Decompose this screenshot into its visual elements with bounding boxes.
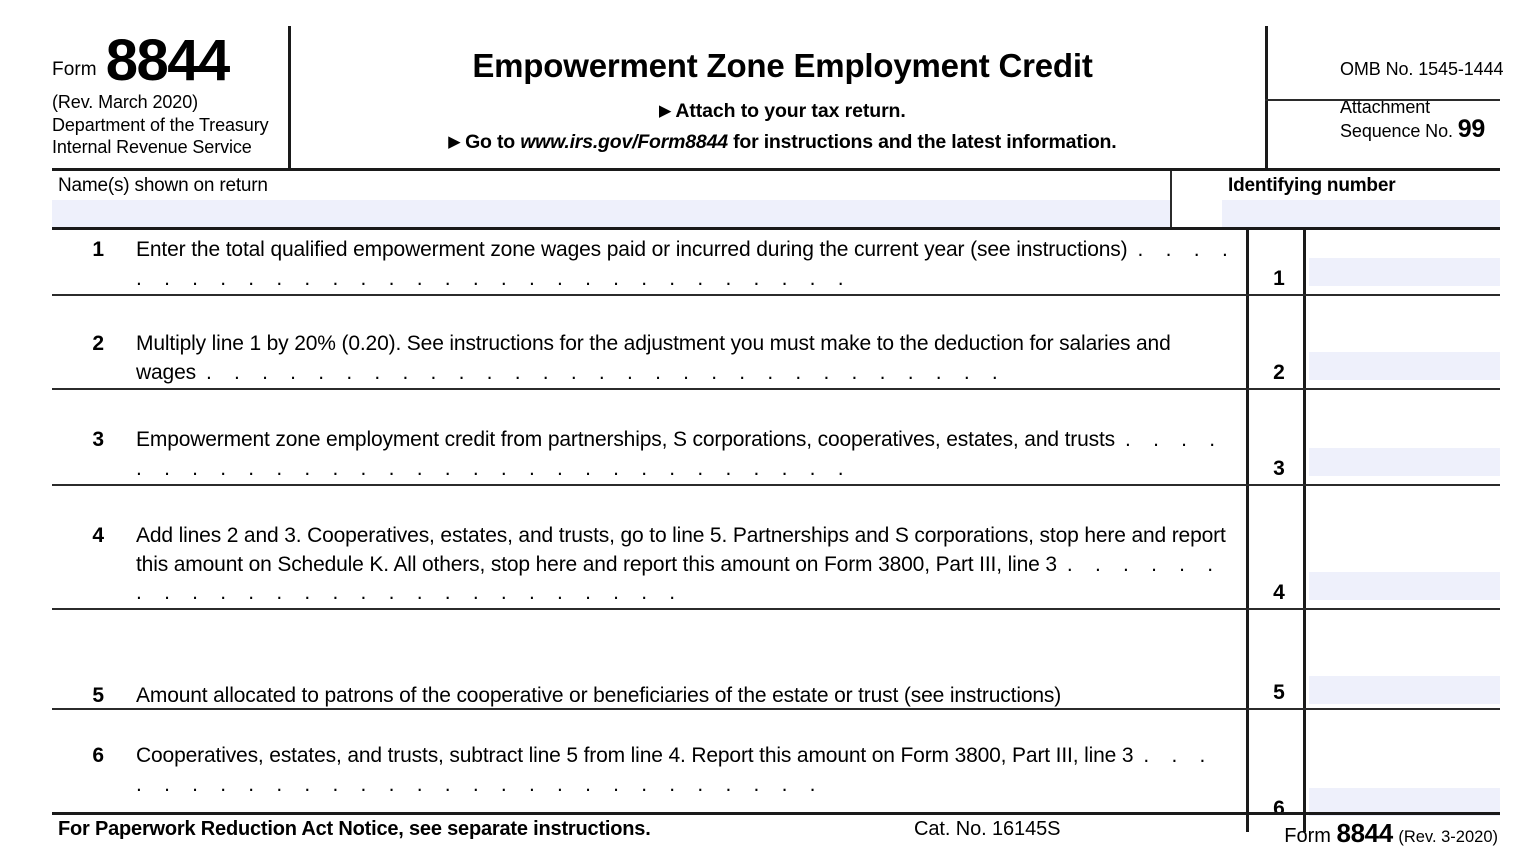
line-6-leaders: . . . . . . . . . . . . . . . . . . . . . . . . . . . . — [136, 744, 1214, 796]
line-3-amount-input[interactable] — [1309, 448, 1500, 476]
line-3-rule — [52, 484, 1500, 486]
line-3-text-wrap — [136, 426, 1246, 483]
line-5-text-wrap — [136, 682, 1246, 711]
form-line-4 — [52, 516, 1500, 676]
form-word-label: Form — [52, 59, 97, 80]
arrow-icon: ▶ — [659, 102, 671, 120]
line-3-text: Empowerment zone employment credit from partnerships, S corporations, cooperatives, estates, and trusts — [136, 428, 1116, 451]
goto-prefix: Go to — [465, 130, 515, 153]
name-input[interactable] — [52, 200, 1170, 227]
line-6-description — [52, 736, 1246, 799]
line-2-amount-cell[interactable] — [1309, 324, 1500, 420]
line-3-description — [52, 420, 1246, 483]
line-6-box-number: 6 — [1273, 797, 1285, 820]
attachment-sequence-number: 99 — [1457, 115, 1486, 143]
goto-instruction — [300, 130, 1265, 155]
line-4-text: Add lines 2 and 3. Cooperatives, estates, and trusts, go to line 5. Partnerships and S corporations, stop here and report this amount on Schedule K. All others, stop here and report this amount on Form 3800, Part III, line 3 — [136, 524, 1226, 576]
attachment-label-line1: Attachment — [1340, 97, 1431, 117]
catalog-number: Cat. No. 16145S — [914, 818, 1061, 840]
attach-instruction — [300, 99, 1265, 124]
attachment-label-line2: Sequence No. — [1340, 121, 1453, 141]
header-divider-right — [1265, 26, 1268, 170]
goto-suffix: for instructions and the latest information. — [733, 130, 1117, 153]
line-5-number: 5 — [92, 684, 104, 707]
form-number: 8844 — [105, 28, 229, 93]
footer-top-rule — [52, 812, 1500, 815]
taxpayer-row — [52, 171, 1500, 227]
header-right-block — [1340, 26, 1536, 170]
line-2-box-number-col — [1246, 324, 1306, 420]
header-left-block — [52, 26, 288, 170]
attachment-label-line2-wrap — [1340, 115, 1536, 143]
line-5-box-number: 5 — [1273, 681, 1285, 704]
line-4-amount-input[interactable] — [1309, 572, 1500, 600]
line-5-rule — [52, 708, 1500, 710]
line-4-text-wrap — [136, 522, 1246, 608]
line-1-rule — [52, 294, 1500, 296]
line-5-amount-cell[interactable] — [1309, 676, 1500, 736]
line-4-description — [52, 516, 1246, 608]
line-2-text-wrap — [136, 330, 1246, 387]
footer-form-word: Form — [1284, 825, 1331, 847]
line-3-box-number: 3 — [1273, 457, 1285, 480]
omb-number: OMB No. 1545-1444 — [1340, 59, 1504, 79]
agency-name: Internal Revenue Service — [52, 137, 252, 157]
footer-form-number: 8844 — [1336, 818, 1393, 848]
line-6-text-wrap — [136, 742, 1246, 799]
line-3-box-number-col — [1246, 420, 1306, 516]
line-5-text: Amount allocated to patrons of the cooperative or beneficiaries of the estate or trust (see instructions) — [136, 684, 1062, 707]
form-line-3 — [52, 420, 1500, 516]
line-5-leaders — [1061, 684, 1071, 707]
line-1-number: 1 — [92, 238, 104, 261]
department-name: Department of the Treasury — [52, 114, 269, 135]
line-2-description — [52, 324, 1246, 387]
name-field-cell[interactable] — [52, 171, 1170, 227]
line-2-rule — [52, 388, 1500, 390]
line-1-leaders: . . . . . . . . . . . . . . . . . . . . . . . . . . . . . . — [136, 238, 1237, 290]
line-2-number: 2 — [92, 332, 104, 355]
line-5-box-number-col — [1246, 676, 1306, 736]
header-center-block — [300, 26, 1265, 154]
form-header — [52, 26, 1504, 170]
line-1-box-number: 1 — [1273, 267, 1285, 290]
form-line-5 — [52, 676, 1500, 736]
line-4-number: 4 — [92, 524, 104, 547]
paperwork-reduction-notice: For Paperwork Reduction Act Notice, see separate instructions. — [58, 818, 651, 840]
line-1-text-wrap — [136, 236, 1246, 293]
line-6-number: 6 — [92, 744, 104, 767]
line-4-box-number: 4 — [1273, 581, 1285, 604]
line-5-amount-input[interactable] — [1309, 676, 1500, 704]
form-identity — [52, 28, 288, 93]
identifying-number-input[interactable] — [1222, 200, 1500, 227]
page-title: Empowerment Zone Employment Credit — [472, 47, 1093, 84]
footer-form-revision: (Rev. 3-2020) — [1398, 828, 1498, 846]
line-1-amount-input[interactable] — [1309, 258, 1500, 286]
line-5-description — [52, 676, 1246, 711]
name-field-label: Name(s) shown on return — [58, 175, 268, 196]
identifying-number-label: Identifying number — [1228, 175, 1396, 196]
line-1-box-number-col — [1246, 230, 1306, 324]
line-4-amount-cell[interactable] — [1309, 516, 1500, 676]
footer-form-identity — [1284, 818, 1498, 849]
line-2-text: Multiply line 1 by 20% (0.20). See instructions for the adjustment you must make to the deduction for salaries and wages — [136, 332, 1171, 384]
line-1-description — [52, 230, 1246, 293]
line-4-box-number-col — [1246, 516, 1306, 676]
omb-divider-rule — [1265, 99, 1500, 101]
line-2-amount-input[interactable] — [1309, 352, 1500, 380]
line-2-leaders: . . . . . . . . . . . . . . . . . . . . . . . . . . . . . — [205, 360, 1006, 384]
taxpayer-row-divider — [1170, 171, 1172, 227]
irs-url-link[interactable]: www.irs.gov/Form8844 — [520, 130, 728, 153]
header-divider-left — [288, 26, 291, 170]
line-1-text: Enter the total qualified empowerment zone wages paid or incurred during the current year (see instructions) — [136, 238, 1128, 261]
form-line-1 — [52, 230, 1500, 324]
line-3-amount-cell[interactable] — [1309, 420, 1500, 516]
arrow-icon: ▶ — [448, 133, 460, 150]
attach-instruction-text: Attach to your tax return. — [675, 100, 906, 122]
form-body — [52, 230, 1500, 832]
line-4-rule — [52, 608, 1500, 610]
line-1-amount-cell[interactable] — [1309, 230, 1500, 324]
attachment-sequence — [1340, 80, 1536, 142]
form-footer — [52, 818, 1500, 854]
line-6-text: Cooperatives, estates, and trusts, subtract line 5 from line 4. Report this amount on Form 3800, Part III, line 3 — [136, 744, 1134, 767]
line-2-box-number: 2 — [1273, 361, 1285, 384]
line-3-leaders: . . . . . . . . . . . . . . . . . . . . . . . . . . . . . . — [136, 428, 1224, 480]
identifying-number-cell[interactable] — [1170, 171, 1500, 227]
form-line-2 — [52, 324, 1500, 420]
line-3-number: 3 — [92, 428, 104, 451]
form-revision: (Rev. March 2020) — [52, 92, 199, 112]
line-4-leaders: . . . . . . . . . . . . . . . . . . . . . . . . . . — [136, 552, 1222, 604]
